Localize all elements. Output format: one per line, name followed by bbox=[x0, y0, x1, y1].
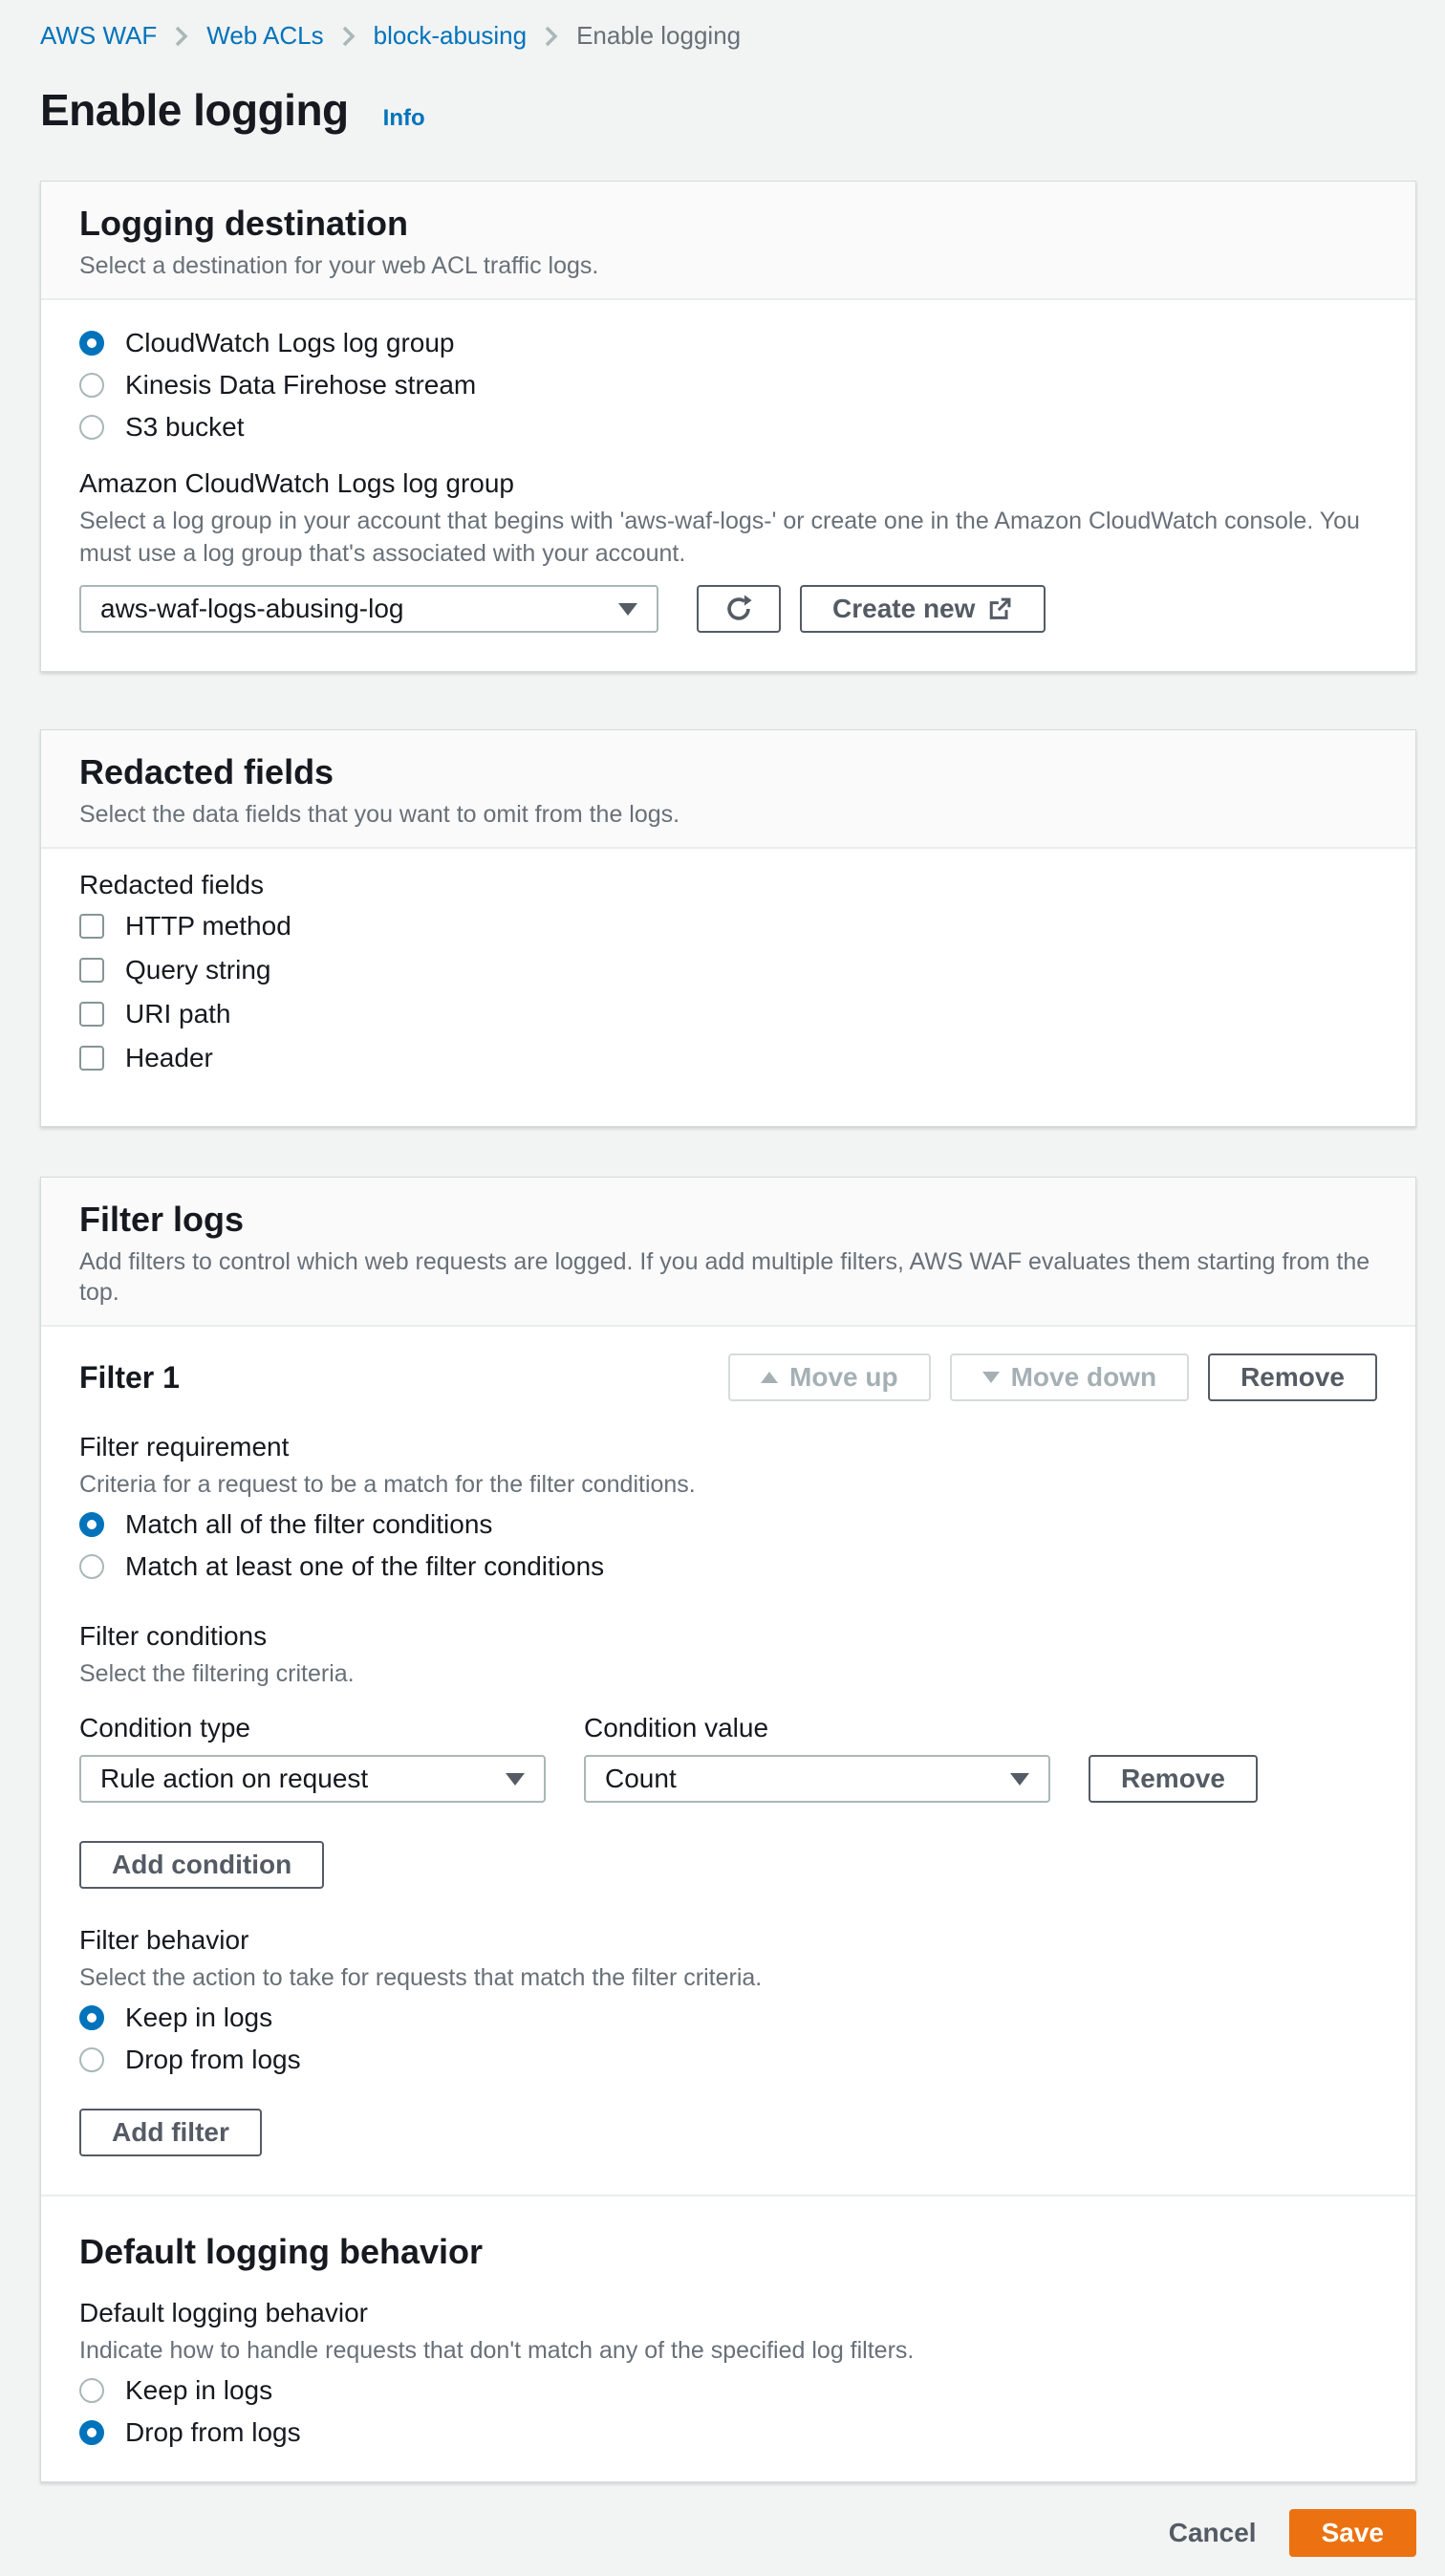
radio-option-s3[interactable] bbox=[79, 413, 1377, 442]
move-up-button[interactable] bbox=[728, 1353, 931, 1401]
filter-conditions-label: Filter conditions bbox=[79, 1621, 268, 1651]
radio-option-default-keep-in-logs[interactable] bbox=[79, 2376, 1377, 2405]
radio-option-cloudwatch[interactable] bbox=[79, 329, 1377, 357]
breadcrumb-current: Enable logging bbox=[576, 21, 742, 50]
log-group-select-value: aws-waf-logs-abusing-log bbox=[100, 594, 404, 623]
radio-unselected-icon[interactable] bbox=[79, 2378, 104, 2403]
add-condition-button[interactable] bbox=[79, 1841, 324, 1889]
refresh-icon bbox=[722, 593, 755, 625]
radio-selected-icon[interactable] bbox=[79, 1512, 104, 1537]
breadcrumb bbox=[40, 0, 1416, 51]
create-new-button-label: Create new bbox=[832, 594, 976, 623]
remove-condition-button-label: Remove bbox=[1121, 1764, 1225, 1793]
log-group-label: Amazon CloudWatch Logs log group bbox=[79, 468, 514, 498]
checkbox-unchecked-icon[interactable] bbox=[79, 1046, 104, 1071]
log-group-select[interactable] bbox=[79, 585, 658, 633]
redacted-fields-body bbox=[41, 849, 1415, 1126]
filter-behavior-radio-group bbox=[79, 2003, 1377, 2074]
condition-value-select[interactable] bbox=[584, 1755, 1050, 1803]
default-logging-behavior-description: Indicate how to handle requests that don't match any of the specified log filters. bbox=[79, 2337, 915, 2364]
filter-logs-title: Filter logs bbox=[79, 1200, 245, 1239]
radio-selected-icon[interactable] bbox=[79, 331, 104, 356]
log-group-select-row bbox=[79, 585, 1377, 633]
logging-destination-body bbox=[41, 300, 1415, 671]
redacted-fields-card bbox=[40, 729, 1416, 1127]
info-link[interactable]: Info bbox=[382, 105, 425, 131]
checkbox-unchecked-icon[interactable] bbox=[79, 958, 104, 983]
redacted-fields-header bbox=[41, 730, 1415, 849]
checkbox-option-query-string[interactable] bbox=[79, 956, 1377, 985]
checkbox-unchecked-icon[interactable] bbox=[79, 1002, 104, 1027]
radio-option-default-drop-from-logs[interactable] bbox=[79, 2418, 1377, 2447]
filter-logs-body bbox=[41, 1327, 1415, 2481]
condition-value-label: Condition value bbox=[584, 1713, 769, 1743]
condition-row bbox=[79, 1711, 1377, 1803]
filter-requirement-section bbox=[79, 1430, 1377, 1581]
remove-filter-button[interactable] bbox=[1208, 1353, 1377, 1401]
default-behavior-radio-group bbox=[79, 2376, 1377, 2447]
filter-logs-card bbox=[40, 1177, 1416, 2482]
create-new-button[interactable] bbox=[800, 585, 1046, 633]
chevron-right-icon bbox=[544, 24, 559, 49]
move-down-button-label: Move down bbox=[1010, 1362, 1157, 1392]
radio-option-match-all[interactable] bbox=[79, 1510, 1377, 1539]
chevron-right-icon bbox=[174, 24, 189, 49]
page-title: Enable logging bbox=[40, 85, 349, 135]
redacted-fields-group-label: Redacted fields bbox=[79, 870, 265, 899]
radio-option-label: Drop from logs bbox=[125, 2045, 301, 2074]
log-group-field bbox=[79, 466, 1377, 633]
condition-value-select-value: Count bbox=[605, 1764, 677, 1793]
radio-option-match-one[interactable] bbox=[79, 1552, 1377, 1581]
save-button[interactable] bbox=[1289, 2509, 1416, 2557]
radio-option-label: Drop from logs bbox=[125, 2417, 301, 2447]
breadcrumb-link-web-acl-name[interactable]: block-abusing bbox=[373, 21, 528, 50]
section-divider bbox=[41, 2195, 1415, 2197]
checkbox-option-label: Query string bbox=[125, 955, 271, 985]
logging-destination-title: Logging destination bbox=[79, 204, 408, 243]
checkbox-option-label: Header bbox=[125, 1043, 213, 1072]
filter-behavior-label: Filter behavior bbox=[79, 1925, 249, 1955]
page-title-row bbox=[40, 83, 1416, 137]
radio-unselected-icon[interactable] bbox=[79, 2047, 104, 2072]
log-group-description: Select a log group in your account that begins with 'aws-waf-logs-' or create one in the Amazon CloudWatch console. You must use a log group that's associated with your account. bbox=[79, 508, 1360, 567]
radio-option-drop-from-logs[interactable] bbox=[79, 2046, 1377, 2074]
remove-condition-button[interactable] bbox=[1089, 1755, 1258, 1803]
radio-option-label: Keep in logs bbox=[125, 2002, 273, 2032]
caret-down-icon bbox=[618, 603, 637, 616]
radio-option-label: Keep in logs bbox=[125, 2375, 273, 2405]
triangle-up-icon bbox=[761, 1372, 778, 1383]
radio-option-label: Match at least one of the filter conditions bbox=[125, 1551, 605, 1581]
radio-unselected-icon[interactable] bbox=[79, 415, 104, 440]
filter-logs-header bbox=[41, 1178, 1415, 1327]
filter-requirement-description: Criteria for a request to be a match for the filter conditions. bbox=[79, 1471, 696, 1498]
triangle-down-icon bbox=[982, 1372, 1000, 1383]
caret-down-icon bbox=[506, 1773, 525, 1786]
external-link-icon bbox=[986, 595, 1013, 622]
filter-conditions-section bbox=[79, 1619, 1377, 1889]
logging-destination-card bbox=[40, 181, 1416, 672]
logging-destination-header bbox=[41, 182, 1415, 300]
remove-filter-button-label: Remove bbox=[1240, 1362, 1345, 1392]
filter-requirement-label: Filter requirement bbox=[79, 1432, 290, 1461]
radio-selected-icon[interactable] bbox=[79, 2005, 104, 2030]
filter-requirement-radio-group bbox=[79, 1510, 1377, 1581]
add-filter-button-label: Add filter bbox=[112, 2117, 229, 2147]
default-logging-behavior-title: Default logging behavior bbox=[79, 2232, 484, 2271]
condition-type-select[interactable] bbox=[79, 1755, 546, 1803]
add-filter-button[interactable] bbox=[79, 2109, 262, 2156]
move-up-button-label: Move up bbox=[789, 1362, 898, 1392]
radio-option-kinesis[interactable] bbox=[79, 371, 1377, 400]
radio-unselected-icon[interactable] bbox=[79, 1554, 104, 1579]
redacted-fields-checkbox-group bbox=[79, 912, 1377, 1072]
filter-1-actions bbox=[728, 1353, 1377, 1401]
filter-1-title: Filter 1 bbox=[79, 1359, 180, 1395]
radio-option-keep-in-logs[interactable] bbox=[79, 2003, 1377, 2032]
radio-option-label: Kinesis Data Firehose stream bbox=[125, 370, 477, 400]
cancel-button[interactable]: Cancel bbox=[1168, 2518, 1257, 2547]
filter-1-header-row bbox=[79, 1353, 1377, 1401]
refresh-button[interactable] bbox=[697, 585, 781, 633]
logging-destination-description: Select a destination for your web ACL traffic logs. bbox=[79, 252, 599, 279]
checkbox-option-label: HTTP method bbox=[125, 911, 291, 941]
default-logging-behavior-label: Default logging behavior bbox=[79, 2298, 368, 2327]
condition-type-label: Condition type bbox=[79, 1713, 251, 1743]
checkbox-option-http-method[interactable] bbox=[79, 912, 1377, 941]
condition-type-select-value: Rule action on request bbox=[100, 1764, 369, 1793]
radio-option-label: S3 bucket bbox=[125, 412, 245, 442]
breadcrumb-link-aws-waf[interactable]: AWS WAF bbox=[40, 21, 158, 50]
checkbox-option-header[interactable] bbox=[79, 1044, 1377, 1072]
condition-remove-cell bbox=[1089, 1755, 1377, 1803]
default-logging-behavior-section bbox=[79, 2296, 1377, 2447]
destination-radio-group bbox=[79, 329, 1377, 442]
checkbox-option-uri-path[interactable] bbox=[79, 1000, 1377, 1028]
radio-unselected-icon[interactable] bbox=[79, 373, 104, 398]
checkbox-option-label: URI path bbox=[125, 999, 231, 1028]
redacted-fields-title: Redacted fields bbox=[79, 752, 334, 791]
checkbox-unchecked-icon[interactable] bbox=[79, 914, 104, 939]
footer-actions bbox=[40, 2509, 1416, 2557]
caret-down-icon bbox=[1010, 1773, 1029, 1786]
filter-conditions-description: Select the filtering criteria. bbox=[79, 1660, 355, 1687]
add-condition-button-label: Add condition bbox=[112, 1850, 292, 1879]
save-button-label: Save bbox=[1321, 2518, 1384, 2547]
radio-option-label: CloudWatch Logs log group bbox=[125, 328, 455, 357]
filter-behavior-description: Select the action to take for requests that match the filter criteria. bbox=[79, 1964, 763, 1991]
filter-behavior-section bbox=[79, 1923, 1377, 2074]
breadcrumb-link-web-acls[interactable]: Web ACLs bbox=[206, 21, 324, 50]
radio-selected-icon[interactable] bbox=[79, 2420, 104, 2445]
redacted-fields-description: Select the data fields that you want to omit from the logs. bbox=[79, 801, 680, 828]
filter-logs-description: Add filters to control which web requests are logged. If you add multiple filters, AWS WAF evaluates them starting from the top. bbox=[79, 1248, 1370, 1306]
radio-option-label: Match all of the filter conditions bbox=[125, 1509, 493, 1539]
move-down-button[interactable] bbox=[950, 1353, 1189, 1401]
chevron-right-icon bbox=[341, 24, 356, 49]
